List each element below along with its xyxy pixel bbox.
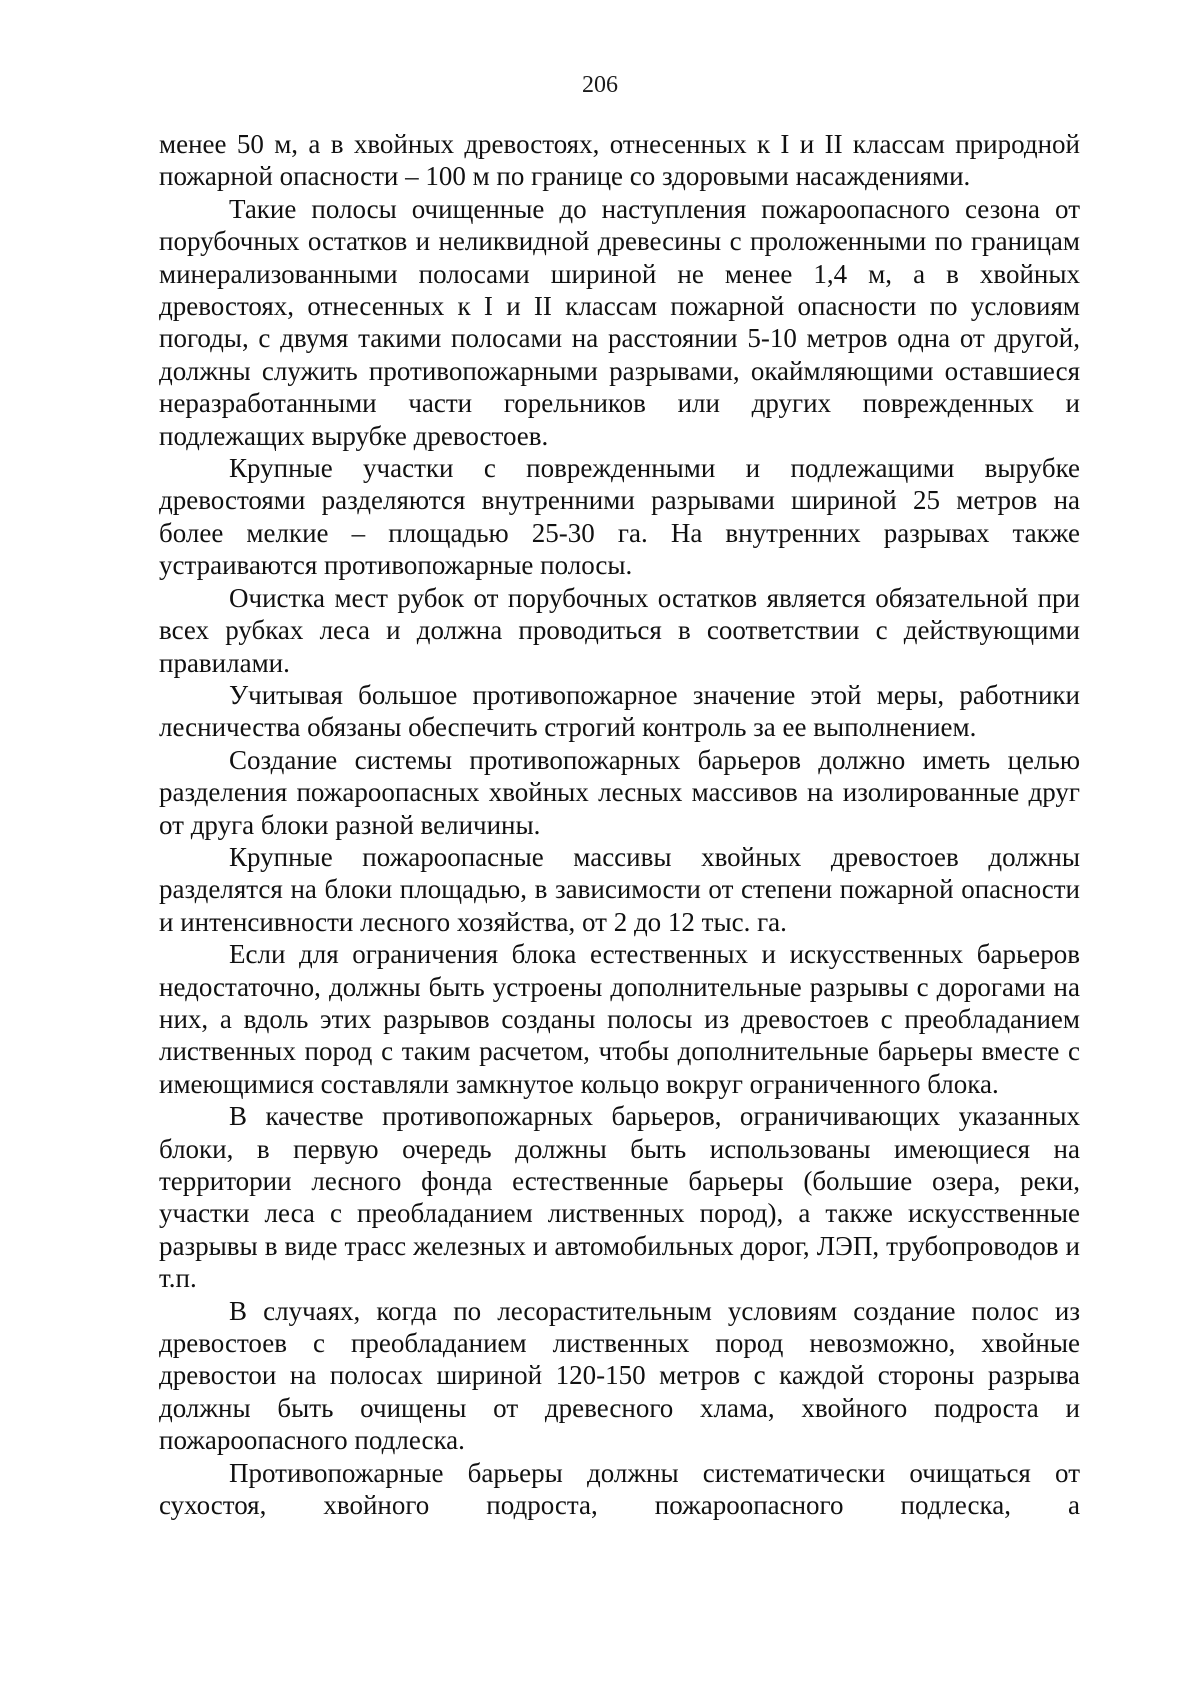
paragraph: В случаях, когда по лесорастительным условиям создание полос из древостоев с преобладанием лиственных пород невозможно, хвойные древостои на полосах шириной 120-150 метров с каждой стороны разрыва должны быть очищены от древесного хлама, хвойного подроста и пожароопасного подлеска. [159,1295,1080,1456]
paragraph: Создание системы противопожарных барьеров должно иметь целью разделения пожароопасных хвойных лесных массивов на изолированные друг от друга блоки разной величины. [159,744,1080,840]
paragraph: Крупные пожароопасные массивы хвойных древостоев должны разделятся на блоки площадью, в зависимости от степени пожарной опасности и интенсивности лесного хозяйства, от 2 до 12 тыс. га. [159,841,1080,937]
paragraph-continued: Противопожарные барьеры должны систематически очищаться от сухостоя, хвойного подроста, пожароопасного подлеска, а [159,1457,1080,1521]
paragraph: В качестве противопожарных барьеров, ограничивающих указанных блоки, в первую очередь должны быть использованы имеющиеся на территории лесного фонда естественные барьеры (большие озера, реки, участки леса с преобладанием лиственных пород), а также искусственные разрывы в виде трасс железных и автомобильных дорог, ЛЭП, трубопроводов и т.п. [159,1101,1080,1294]
paragraph: Такие полосы очищенные до наступления пожароопасного сезона от порубочных остатков и неликвидной древесины с проложенными по границам минерализованными полосами шириной не менее 1,4 м, а в хвойных древостоях, отнесенных к I и II классам пожарной опасности по условиям погоды, с двумя такими полосами на расстоянии 5-10 метров одна от другой, должны служить противопожарными разрывами, окаймляющими оставшиеся неразработанными части горельников или других поврежденных и подлежащих вырубке древостоев. [159,193,1080,451]
paragraph: Если для ограничения блока естественных и искусственных барьеров недостаточно, должны быть устроены дополнительные разрывы с дорогами на них, а вдоль этих разрывов созданы полосы из древостоев с преобладанием лиственных пород с таким расчетом, чтобы дополнительные барьеры вместе с имеющимися составляли замкнутое кольцо вокруг ограниченного блока. [159,939,1080,1099]
paragraph: Очистка мест рубок от порубочных остатков является обязательной при всех рубках леса и должна проводиться в соответствии с действующими правилами. [159,582,1080,678]
page-number: 206 [582,72,618,98]
paragraph: Крупные участки с поврежденными и подлежащими вырубке древостоями разделяются внутренними разрывами шириной 25 метров на более мелкие – площадью 25-30 га. На внутренних разрывах также устраиваются противопожарные полосы. [159,453,1080,581]
paragraph: Учитывая большое противопожарное значение этой меры, работники лесничества обязаны обеспечить строгий контроль за ее выполнением. [159,679,1080,743]
paragraph-continuation: менее 50 м, а в хвойных древостоях, отнесенных к I и II классам природной пожарной опасности – 100 м по границе со здоровыми насаждениями. [159,129,1080,192]
document-body [159,128,1080,1521]
